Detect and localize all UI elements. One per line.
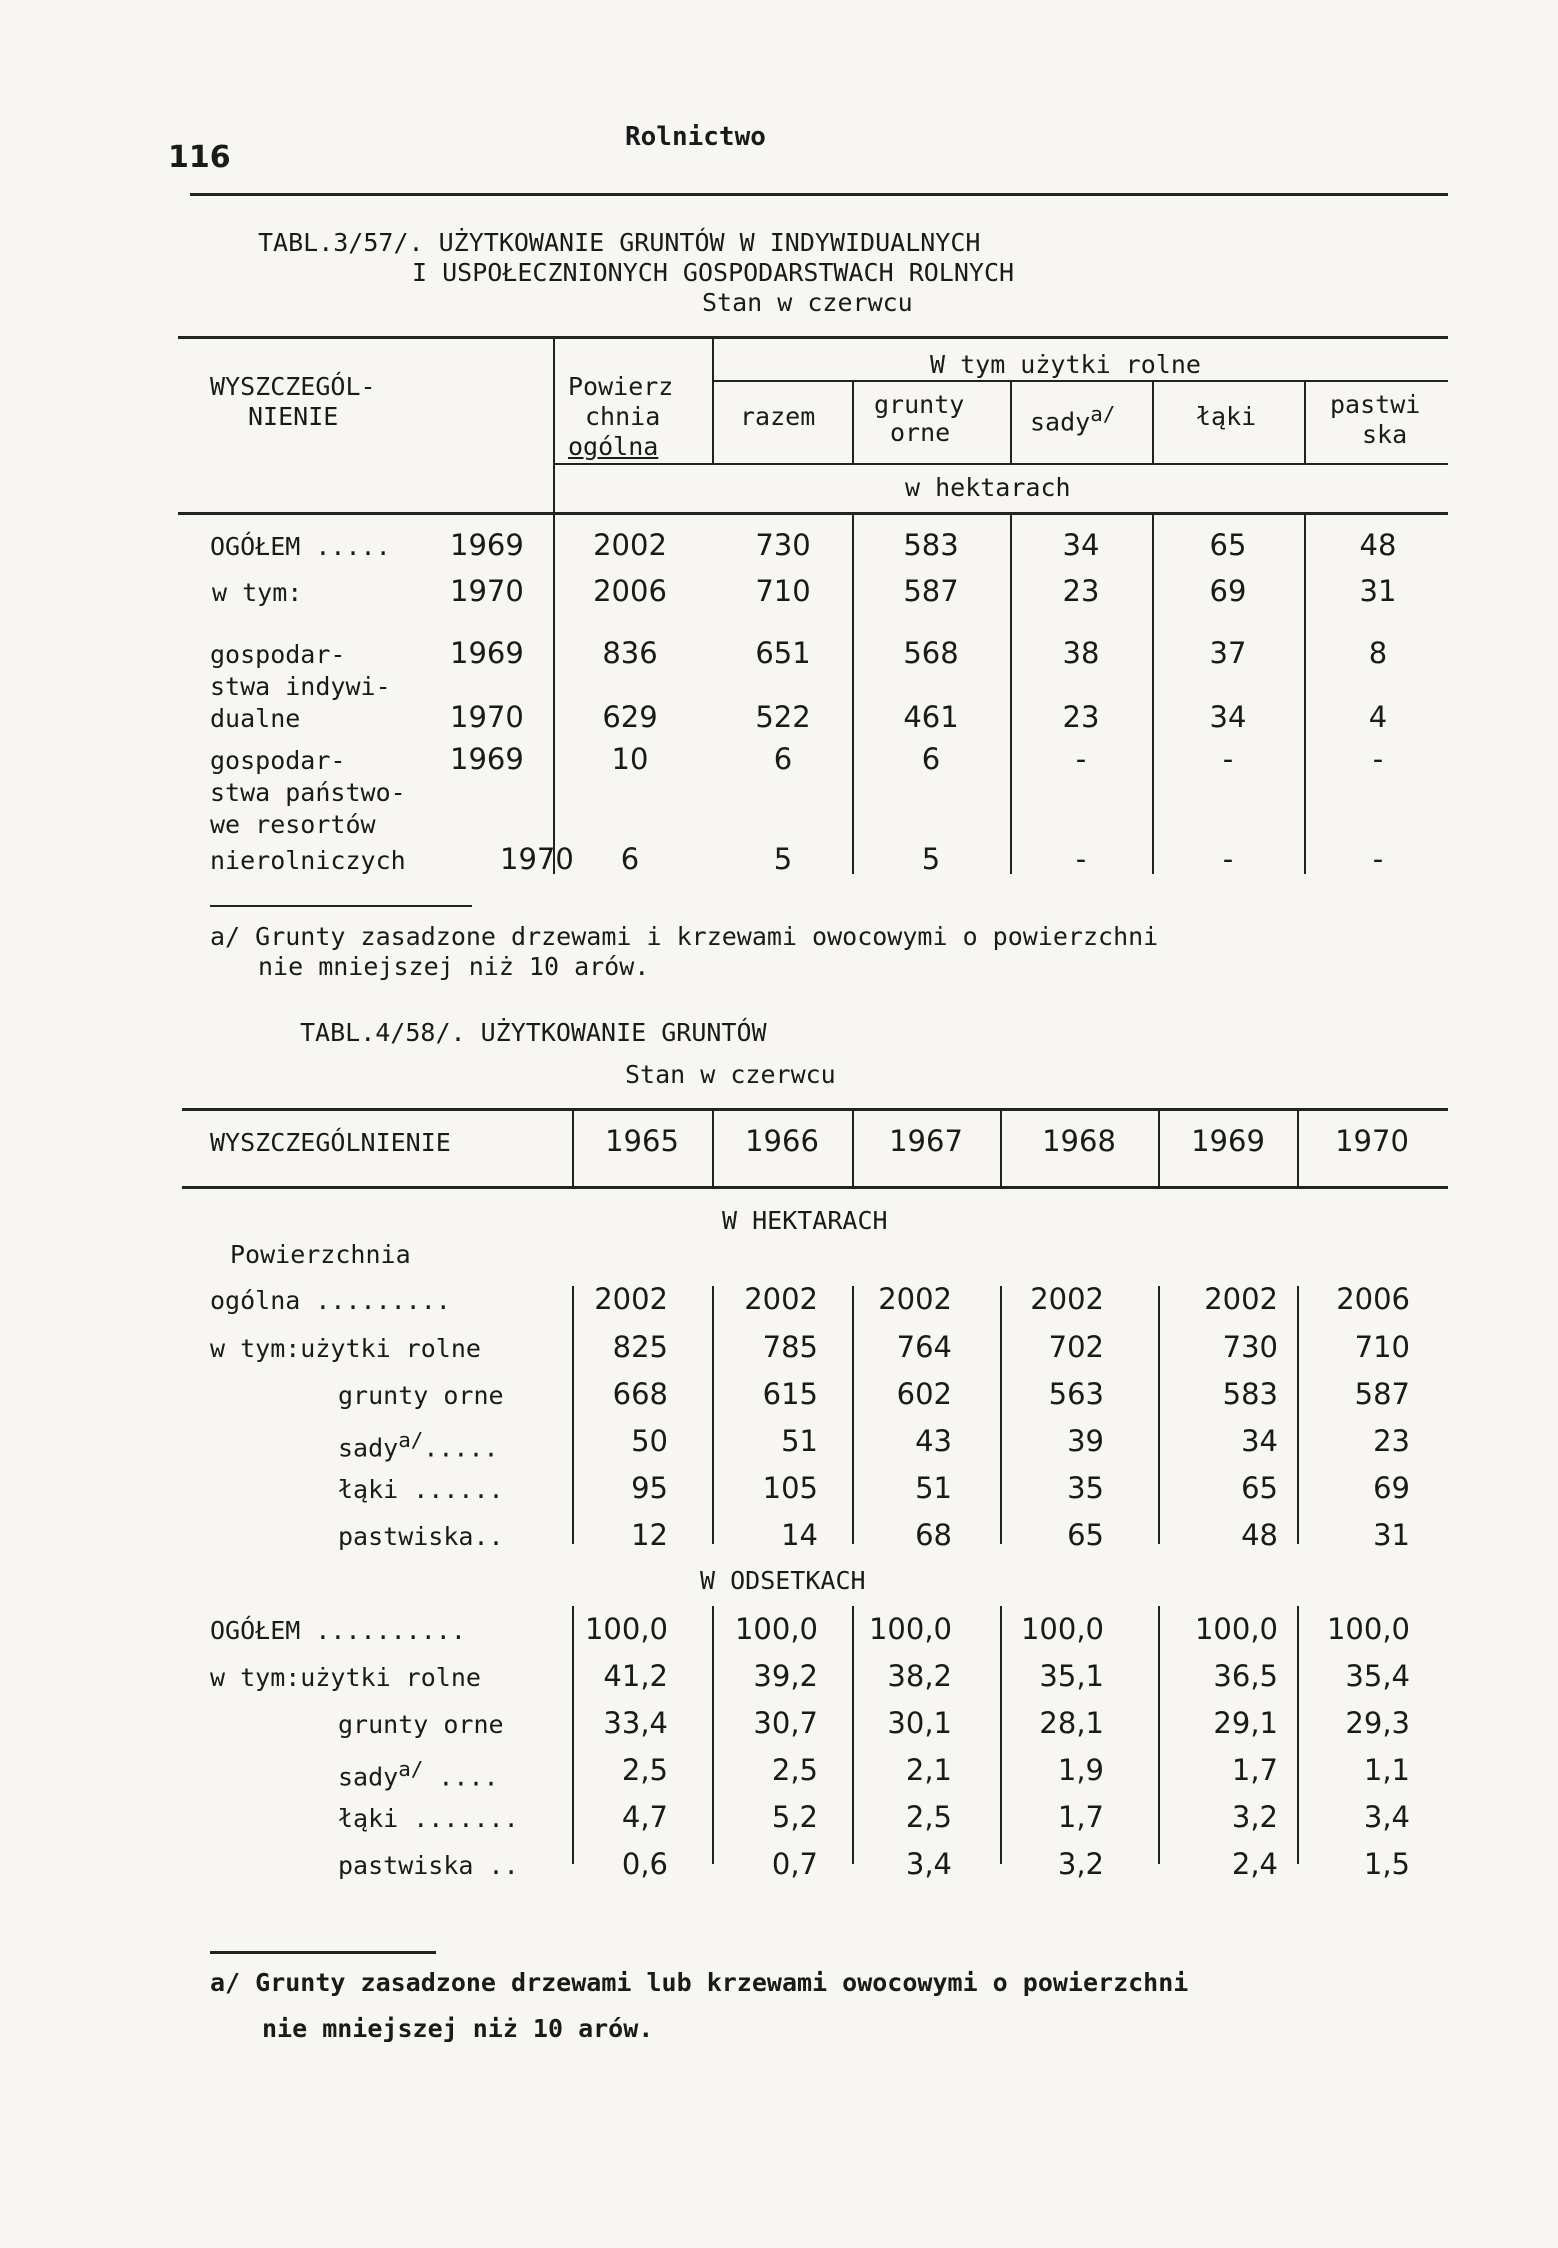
table2-vline-2-s1 <box>712 1286 714 1544</box>
table2-vline-5-s1 <box>1158 1286 1160 1544</box>
table-cell: 33,4 <box>603 1706 668 1740</box>
table1-vline-1 <box>553 339 555 874</box>
footnote-mark: a/ <box>1090 402 1116 426</box>
table-cell: - <box>1222 842 1234 876</box>
table-cell: 65 <box>1209 528 1247 562</box>
table-cell: 710 <box>755 574 811 608</box>
row-label: w tym:użytki rolne <box>210 1663 481 1692</box>
table-cell: 68 <box>915 1518 952 1552</box>
table-cell: 5,2 <box>771 1800 818 1834</box>
table-cell: 2006 <box>593 574 667 608</box>
table1-col-pastw-line1: pastwi <box>1330 390 1421 419</box>
table-cell: 836 <box>602 636 658 670</box>
table1-total-area-line2: chnia <box>585 402 661 431</box>
table-cell: 1,1 <box>1363 1753 1410 1787</box>
table-cell: 100,0 <box>584 1612 668 1646</box>
table-cell: 5 <box>773 842 793 876</box>
table2-vline-6-s1 <box>1297 1286 1299 1544</box>
table-cell: 23 <box>1373 1424 1410 1458</box>
table2-vline-4-s1 <box>1000 1286 1002 1544</box>
table-cell: 31 <box>1359 574 1397 608</box>
table-cell: 51 <box>915 1471 952 1505</box>
table1-col-grunty-line1: grunty <box>874 390 965 419</box>
table2-subtitle: Stan w czerwcu <box>625 1060 836 1089</box>
table-cell: 2,5 <box>621 1753 668 1787</box>
table-cell: 2006 <box>1336 1282 1410 1316</box>
row-label: w tym: <box>212 578 303 607</box>
row-year: 1969 <box>450 528 524 562</box>
table-cell: 100,0 <box>1194 1612 1278 1646</box>
table-cell: 48 <box>1359 528 1397 562</box>
table-cell: 8 <box>1368 636 1388 670</box>
row-label: stwa indywi- <box>210 672 391 701</box>
table-cell: 2,1 <box>905 1753 952 1787</box>
table1-total-area-line3: ogólna <box>568 432 659 461</box>
table1-group-rule <box>712 380 1448 382</box>
table-cell: 38,2 <box>887 1659 952 1693</box>
table-cell: 461 <box>903 700 959 734</box>
footnote-mark: a/ <box>398 1757 424 1781</box>
table1-top-rule <box>178 336 1448 339</box>
table2-vline-5-head <box>1158 1111 1160 1186</box>
table1-stub-head-line1: WYSZCZEGÓL- <box>210 372 376 401</box>
row-label: dualne <box>210 704 301 733</box>
table-cell: - <box>1372 742 1384 776</box>
table2-footnote-line2: nie mniejszej niż 10 arów. <box>262 2014 654 2043</box>
table-cell: 35,4 <box>1345 1659 1410 1693</box>
table-cell: 587 <box>1354 1377 1410 1411</box>
table1-vline-3-head <box>852 380 854 465</box>
row-year: 1970 <box>450 574 524 608</box>
table-cell: 23 <box>1062 700 1100 734</box>
table-cell: 65 <box>1067 1518 1104 1552</box>
row-label: w tym:użytki rolne <box>210 1334 481 1363</box>
table-cell: 702 <box>1048 1330 1104 1364</box>
table-cell: 785 <box>762 1330 818 1364</box>
table2-footnote-rule <box>210 1951 436 1954</box>
table-cell: 730 <box>755 528 811 562</box>
table-cell: 14 <box>781 1518 818 1552</box>
table-cell: 38 <box>1062 636 1100 670</box>
table1-stub-head-line2: NIENIE <box>248 402 339 431</box>
table-cell: 825 <box>612 1330 668 1364</box>
table-cell: 0,6 <box>621 1847 668 1881</box>
table-cell: 2002 <box>1204 1282 1278 1316</box>
table-cell: 1,7 <box>1231 1753 1278 1787</box>
table-cell: 41,2 <box>603 1659 668 1693</box>
table-cell: 43 <box>915 1424 952 1458</box>
row-label: pastwiska.. <box>338 1522 504 1551</box>
table-cell: 34 <box>1209 700 1247 734</box>
table1-colhead-rule <box>553 463 1448 465</box>
table-cell: 3,2 <box>1231 1800 1278 1834</box>
row-label: nierolniczych <box>210 846 406 875</box>
table-cell: 583 <box>1222 1377 1278 1411</box>
table1-vline-3 <box>852 515 854 874</box>
table-cell: 3,2 <box>1057 1847 1104 1881</box>
table-cell: - <box>1075 742 1087 776</box>
page-number: 116 <box>168 140 231 175</box>
table1-col-razem: razem <box>740 402 816 431</box>
table-cell: 2002 <box>1030 1282 1104 1316</box>
table-cell: 1,9 <box>1057 1753 1104 1787</box>
leader-dots: ..... <box>423 1433 499 1463</box>
table1-group-head: W tym użytki rolne <box>930 350 1201 379</box>
table2-top-rule <box>182 1108 1448 1111</box>
table1-col-laki: łąki <box>1196 402 1257 431</box>
table1-head-bottom-rule <box>178 512 1448 515</box>
table1-vline-2-head <box>712 339 714 465</box>
table-cell: 2,4 <box>1231 1847 1278 1881</box>
table-cell: 95 <box>631 1471 668 1505</box>
table-cell: 50 <box>631 1424 668 1458</box>
row-label: pastwiska .. <box>338 1851 519 1880</box>
table2-section2-label: W ODSETKACH <box>700 1566 866 1595</box>
table-cell: 2002 <box>744 1282 818 1316</box>
table-cell: 6 <box>773 742 793 776</box>
table-cell: 37 <box>1209 636 1247 670</box>
table-cell: 2,5 <box>905 1800 952 1834</box>
table-cell: 34 <box>1062 528 1100 562</box>
table-cell: 710 <box>1354 1330 1410 1364</box>
table-cell: 4,7 <box>621 1800 668 1834</box>
row-label: grunty orne <box>338 1710 504 1739</box>
table-cell: 2002 <box>593 528 667 562</box>
table2-head-bottom-rule <box>182 1186 1448 1189</box>
row-year: 1970 <box>450 700 524 734</box>
table-cell: 2002 <box>878 1282 952 1316</box>
table-cell: 65 <box>1241 1471 1278 1505</box>
table2-vline-3-s1 <box>852 1286 854 1544</box>
table-cell: 35,1 <box>1039 1659 1104 1693</box>
table1-subtitle: Stan w czerwcu <box>702 288 913 317</box>
table1-total-area-line1: Powierz <box>568 372 674 401</box>
column-header: 1966 <box>745 1124 819 1158</box>
row-label: stwa państwo- <box>210 778 406 807</box>
table-cell: 651 <box>755 636 811 670</box>
row-label: OGÓŁEM .......... <box>210 1616 466 1645</box>
table-cell: 69 <box>1373 1471 1410 1505</box>
table-cell: - <box>1222 742 1234 776</box>
table-cell: 730 <box>1222 1330 1278 1364</box>
footnote-mark: a/ <box>398 1428 424 1452</box>
row-label: ogólna ......... <box>210 1286 451 1315</box>
table-cell: 568 <box>903 636 959 670</box>
table1-footnote-line2: nie mniejszej niż 10 arów. <box>258 952 650 981</box>
table-cell: 6 <box>620 842 640 876</box>
table-cell: 2002 <box>594 1282 668 1316</box>
table-cell: 615 <box>762 1377 818 1411</box>
table-cell: 563 <box>1048 1377 1104 1411</box>
table-cell: 668 <box>612 1377 668 1411</box>
row-year: 1969 <box>450 742 524 776</box>
table-cell: 5 <box>921 842 941 876</box>
table2-vline-1-head <box>572 1111 574 1186</box>
table-cell: 36,5 <box>1213 1659 1278 1693</box>
table-cell: 30,1 <box>887 1706 952 1740</box>
table-cell: 0,7 <box>771 1847 818 1881</box>
table1-title-line2: I USPOŁECZNIONYCH GOSPODARSTWACH ROLNYCH <box>412 258 1015 287</box>
column-header: 1967 <box>889 1124 963 1158</box>
leader-dots: .... <box>423 1762 499 1792</box>
table-cell: 3,4 <box>905 1847 952 1881</box>
table-cell: 29,1 <box>1213 1706 1278 1740</box>
row-label: gospodar- <box>210 640 346 669</box>
table-cell: 3,4 <box>1363 1800 1410 1834</box>
table1-footnote-rule <box>210 905 472 907</box>
table-cell: 1,5 <box>1363 1847 1410 1881</box>
table-cell: 602 <box>896 1377 952 1411</box>
column-header: 1970 <box>1335 1124 1409 1158</box>
row-year: 1969 <box>450 636 524 670</box>
table-cell: - <box>1372 842 1384 876</box>
row-label-text: sady <box>338 1433 399 1463</box>
header-rule <box>190 193 1448 196</box>
table1-col-pastw-line2: ska <box>1362 420 1408 449</box>
column-header: 1969 <box>1191 1124 1265 1158</box>
table2-vline-6-head <box>1297 1111 1299 1186</box>
table1-vline-4 <box>1010 515 1012 874</box>
table-cell: 31 <box>1373 1518 1410 1552</box>
table-cell: 100,0 <box>868 1612 952 1646</box>
table-cell: 1,7 <box>1057 1800 1104 1834</box>
table-cell: 583 <box>903 528 959 562</box>
table-cell: 100,0 <box>734 1612 818 1646</box>
table-cell: 522 <box>755 700 811 734</box>
table-cell: 10 <box>611 742 649 776</box>
table2-vline-2-head <box>712 1111 714 1186</box>
table1-unit-row: w hektarach <box>905 473 1071 502</box>
table-cell: 30,7 <box>753 1706 818 1740</box>
table2-stub-head: WYSZCZEGÓLNIENIE <box>210 1128 451 1157</box>
row-label <box>338 1428 499 1462</box>
table1-col-sady: sady$^{a/}$ <box>1030 402 1116 437</box>
table-cell: 100,0 <box>1326 1612 1410 1646</box>
table-cell: 587 <box>903 574 959 608</box>
table-cell: 39,2 <box>753 1659 818 1693</box>
table-cell: 105 <box>762 1471 818 1505</box>
table-cell: - <box>1075 842 1087 876</box>
table-cell: 34 <box>1241 1424 1278 1458</box>
table-cell: 100,0 <box>1020 1612 1104 1646</box>
table1-col-grunty-line2: orne <box>890 418 951 447</box>
table-cell: 28,1 <box>1039 1706 1104 1740</box>
row-label: grunty orne <box>338 1381 504 1410</box>
row-label: łąki ....... <box>338 1804 519 1833</box>
column-header: 1965 <box>605 1124 679 1158</box>
table-cell: 39 <box>1067 1424 1104 1458</box>
row-label: we resortów <box>210 810 376 839</box>
row-label: OGÓŁEM ..... <box>210 532 391 561</box>
table1-vline-5-head <box>1152 380 1154 465</box>
table2-vline-1-s1 <box>572 1286 574 1544</box>
table-cell: 23 <box>1062 574 1100 608</box>
table2-vline-4-head <box>1000 1111 1002 1186</box>
table1-title-line1: TABL.3/57/. UŻYTKOWANIE GRUNTÓW W INDYWIDUALNYCH <box>258 228 981 257</box>
table1-vline-6 <box>1304 515 1306 874</box>
table2-footnote-line1: a/ Grunty zasadzone drzewami lub krzewami owocowymi o powierzchni <box>210 1968 1189 1997</box>
table2-title: TABL.4/58/. UŻYTKOWANIE GRUNTÓW <box>300 1018 767 1047</box>
row-label-text: sady <box>338 1762 399 1792</box>
table-cell: 629 <box>602 700 658 734</box>
table1-vline-6-head <box>1304 380 1306 465</box>
table-cell: 51 <box>781 1424 818 1458</box>
table-cell: 29,3 <box>1345 1706 1410 1740</box>
table-cell: 764 <box>896 1330 952 1364</box>
table-cell: 48 <box>1241 1518 1278 1552</box>
row-year: 1970 <box>500 842 574 876</box>
table1-vline-4-head <box>1010 380 1012 465</box>
row-label: gospodar- <box>210 746 346 775</box>
row-label <box>338 1757 499 1791</box>
table2-section1-label: W HEKTARACH <box>722 1206 888 1235</box>
table-cell: 12 <box>631 1518 668 1552</box>
table2-area-label-line1: Powierzchnia <box>230 1240 411 1269</box>
table2-vline-3-head <box>852 1111 854 1186</box>
row-label: łąki ...... <box>338 1475 504 1504</box>
table-cell: 2,5 <box>771 1753 818 1787</box>
table-cell: 6 <box>921 742 941 776</box>
table-cell: 4 <box>1368 700 1388 734</box>
table-cell: 69 <box>1209 574 1247 608</box>
table-cell: 35 <box>1067 1471 1104 1505</box>
column-header: 1968 <box>1042 1124 1116 1158</box>
running-head: Rolnictwo <box>625 122 766 152</box>
table1-footnote-line1: a/ Grunty zasadzone drzewami i krzewami owocowymi o powierzchni <box>210 922 1159 951</box>
table1-vline-5 <box>1152 515 1154 874</box>
